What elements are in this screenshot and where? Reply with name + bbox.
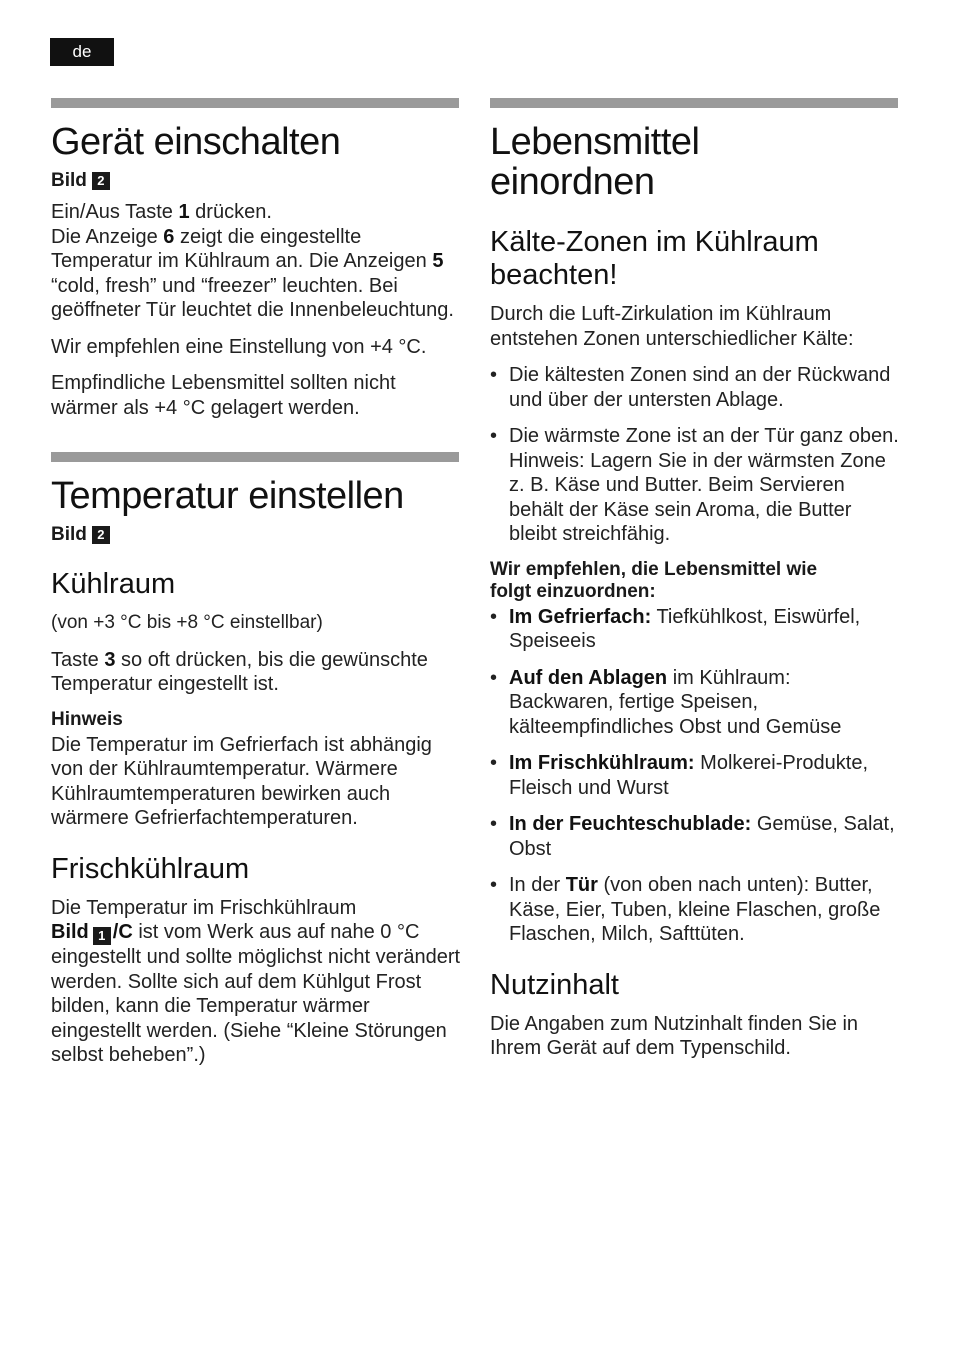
language-tag: de [50, 38, 114, 66]
bold-text: 1 [178, 201, 190, 223]
figure-ref [51, 524, 461, 546]
left-column [51, 98, 461, 1080]
heading-frischkuehlraum: Frischkühlraum [51, 852, 250, 885]
heading-geraet-einschalten: Gerät einschalten [51, 121, 341, 163]
bold-text: Auf den Ablagen [509, 666, 668, 689]
zones-intro: Durch die Luft-Zirkulation im Kühlraum entstehen Zonen unterschiedlicher Kälte: [490, 303, 854, 350]
right-column [490, 98, 900, 1073]
list-item: • Die wärmste Zone ist an der Tür ganz oben. Hinweis: Lagern Sie in der wärmsten Zone z. B. Käse und Butter. Beim Servieren behält der Käse sein Aroma, die Butter bleibt streichfähig. [490, 424, 900, 547]
rich-text [51, 201, 272, 223]
text-run: so oft drücken, bis die gewünschte Temperatur eingestellt ist. [51, 648, 428, 695]
kuehlraum-range: (von +3 °C bis +8 °C einstellbar) [51, 612, 323, 633]
text-run: Tiefkühlkost, Eiswürfel, Speiseeis [509, 605, 861, 652]
zones-list [490, 363, 900, 547]
text-run: “cold, fresh” und “freezer” leuchten. Bei geöffneter Tür leuchtet die Innenbeleuchtung. [51, 274, 454, 321]
paragraph-taste-3 [51, 648, 461, 697]
frisch-text-post: ist vom Werk aus auf nahe 0 °C eingestellt und sollte möglichst nicht verändert werden. Sollte sich auf dem Kühlgut Frost bilden, kann die Temperatur wärmer eingestellt werden. (Siehe “Kleine Störungen selbst beheben”.) [51, 921, 461, 1066]
bold-text: 5 [432, 250, 444, 272]
recommend-list [490, 605, 900, 947]
section-rule [51, 452, 459, 462]
frisch-text-pre: Die Temperatur im Frischkühlraum [51, 896, 357, 919]
bold-text: Tür [565, 874, 598, 896]
heading-kaelte-zonen: Kälte-Zonen im Kühlraum beachten! [490, 226, 819, 291]
text-run: Die Anzeige [51, 225, 164, 248]
bold-text: 6 [163, 225, 175, 248]
figure-ref [51, 170, 461, 192]
text-run: drücken. [189, 201, 272, 223]
text-run: im Kühlraum: Backwaren, fertige Speisen, kälteempfindliches Obst und Gemüse [509, 666, 842, 738]
hinweis-title: Hinweis [51, 708, 123, 730]
text-run: (von oben nach unten): Butter, Käse, Eier, Tuben, kleine Flaschen, große Flaschen, Milch, Safttüten. [509, 874, 881, 945]
text-run: zeigt die eingestellte Temperatur im Kühlraum an. Die Anzeigen [51, 225, 433, 272]
figure-number-box: 1 [93, 927, 111, 945]
figure-ref-suffix: /C [112, 921, 133, 943]
heading-kuehlraum: Kühlraum [51, 568, 176, 600]
list-item [490, 873, 900, 947]
heading-lebensmittel-einordnen: Lebensmittel einordnen [490, 121, 700, 203]
rich-text [51, 649, 428, 696]
paragraph-sensitive-food: Empfindliche Lebensmittel sollten nicht wärmer als +4 °C gelagert werden. [51, 372, 396, 419]
bold-text: Im Gefrierfach: [509, 605, 652, 628]
text-run: In der [509, 874, 566, 896]
hinweis-text: Die Temperatur im Gefrierfach ist abhängig von der Kühlraumtemperatur. Wärmere Kühlraumtemperaturen bewirken auch wärmere Gefrierfachtemperaturen. [51, 733, 432, 829]
bold-text: In der Feuchteschublade: [509, 813, 752, 835]
recommend-title: Wir empfehlen, die Lebensmittel wie folgt einzuordnen: [490, 558, 818, 602]
rich-text [51, 226, 454, 322]
heading-nutzinhalt: Nutzinhalt [490, 968, 619, 1001]
figure-label: Bild [51, 921, 89, 943]
figure-number-box: 2 [92, 526, 110, 544]
nutzinhalt-text: Die Angaben zum Nutzinhalt finden Sie in Ihrem Gerät auf dem Typenschild. [490, 1012, 859, 1059]
text-run: Taste [51, 648, 105, 671]
figure-label: Bild [51, 524, 87, 545]
text-run: Ein/Aus Taste [51, 201, 179, 223]
heading-temperatur-einstellen: Temperatur einstellen [51, 475, 404, 517]
section-rule [51, 98, 459, 108]
bold-text: 3 [104, 648, 116, 671]
text-run: Molkerei-Produkte, Fleisch und Wurst [509, 752, 869, 799]
paragraph-recommendation: Wir empfehlen eine Einstellung von +4 °C. [51, 335, 427, 358]
list-item [490, 666, 900, 740]
list-item: • Die kältesten Zonen sind an der Rückwand und über der untersten Ablage. [490, 363, 900, 412]
list-item [490, 751, 900, 800]
list-item [490, 605, 900, 654]
bold-text: Im Frischkühlraum: [509, 752, 695, 774]
list-item [490, 812, 900, 861]
text-run: Gemüse, Salat, Obst [509, 813, 895, 860]
figure-number-box: 2 [92, 172, 110, 190]
figure-label: Bild [51, 170, 87, 191]
section-rule [490, 98, 898, 108]
paragraph-switch-on [51, 200, 461, 323]
paragraph-frischkuehlraum [51, 896, 461, 1068]
